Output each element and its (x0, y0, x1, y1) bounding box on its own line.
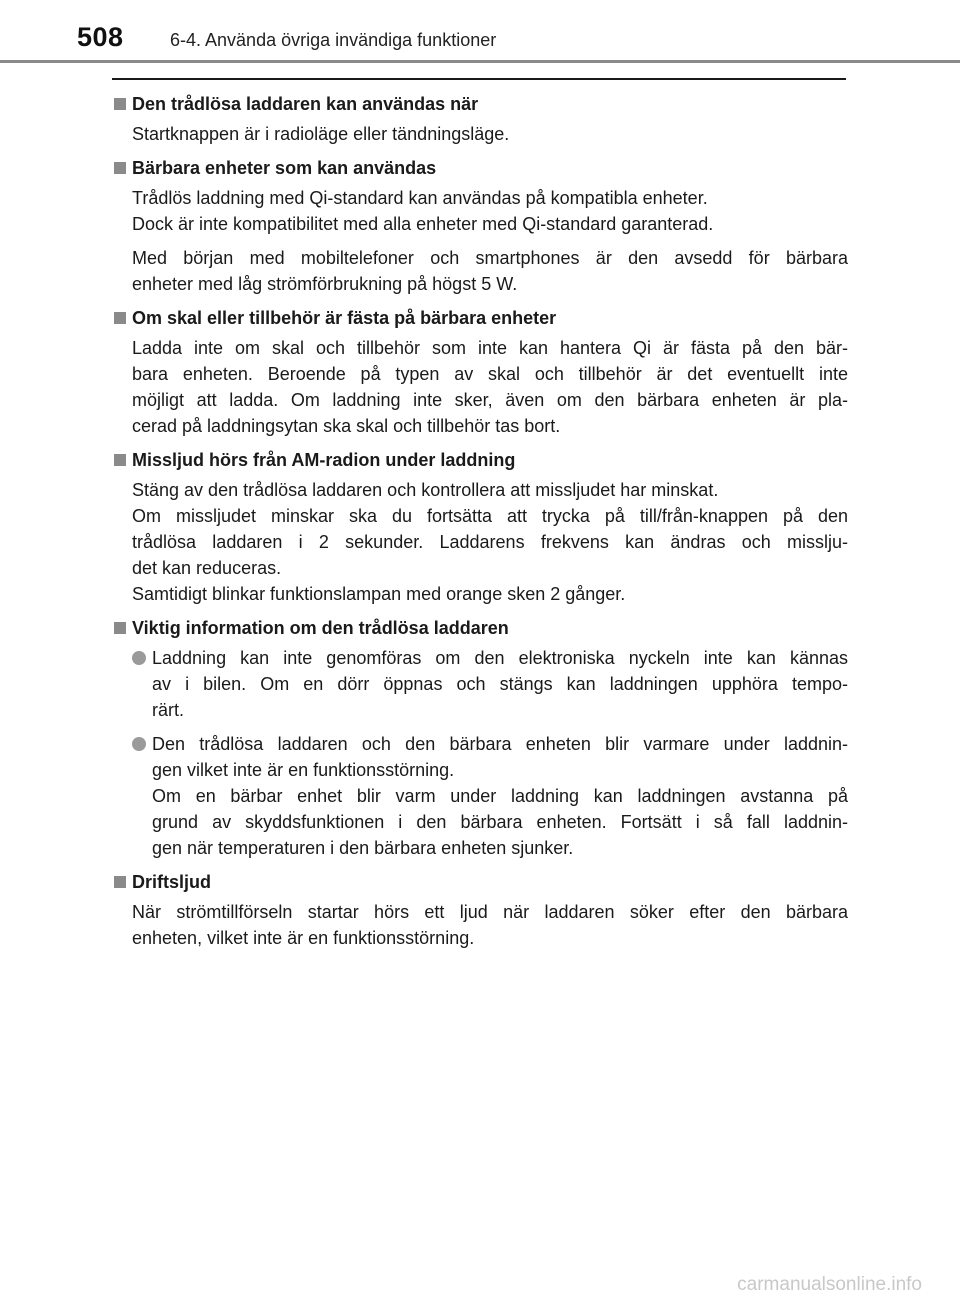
section-heading-text: Den trådlösa laddaren kan användas när (132, 94, 479, 114)
content-divider (112, 78, 846, 80)
square-bullet-icon (114, 876, 126, 888)
section-heading (112, 447, 848, 473)
section (112, 305, 848, 439)
text-line: trådlösa laddaren i 2 sekunder. Laddarens frekvens kan ändras och misslju- (132, 532, 848, 552)
text-line: gen när temperaturen i den bärbara enheten sjunker. (152, 838, 574, 858)
square-bullet-icon (114, 312, 126, 324)
text-line: Med början med mobiltelefoner och smartphones är den avsedd för bärbara (132, 248, 848, 268)
text-line: Trådlös laddning med Qi-standard kan användas på kompatibla enheter. (132, 188, 708, 208)
round-bullet-icon (132, 737, 146, 751)
section-heading-text: Driftsljud (132, 872, 211, 892)
section (112, 91, 848, 147)
section (112, 155, 848, 297)
section-heading (112, 91, 848, 117)
bullet-text (152, 645, 848, 723)
text-line: När strömtillförseln startar hörs ett ljud när laddaren söker efter den bärbara (132, 902, 848, 922)
section (112, 447, 848, 607)
paragraph (132, 121, 848, 147)
round-bullet-icon (132, 651, 146, 665)
section (112, 869, 848, 951)
text-line: gen vilket inte är en funktionsstörning. (152, 760, 455, 780)
paragraph (132, 899, 848, 951)
square-bullet-icon (114, 454, 126, 466)
text-line: Stäng av den trådlösa laddaren och kontrollera att missljudet har minskat. (132, 480, 719, 500)
text-line: cerad på laddningsytan ska skal och tillbehör tas bort. (132, 416, 561, 436)
text-line: Laddning kan inte genomföras om den elektroniska nyckeln inte kan kännas (152, 648, 848, 668)
page-content (112, 91, 848, 959)
paragraph (132, 335, 848, 439)
text-line: Om missljudet minskar ska du fortsätta att trycka på till/från-knappen på den (132, 506, 848, 526)
page-header (0, 0, 960, 66)
text-line: Dock är inte kompatibilitet med alla enheter med Qi-standard garanterad. (132, 214, 714, 234)
text-line: möjligt att ladda. Om laddning inte sker, även om den bärbara enheten är pla- (132, 390, 848, 410)
bullet-item (132, 645, 848, 723)
text-line: grund av skyddsfunktionen i den bärbara enheten. Fortsätt i så fall laddnin- (152, 812, 848, 832)
paragraph (132, 477, 848, 607)
text-line: rärt. (152, 700, 185, 720)
text-line: Samtidigt blinkar funktionslampan med orange sken 2 gånger. (132, 584, 626, 604)
chapter-title: 6-4. Använda övriga invändiga funktioner (170, 30, 497, 50)
text-line: enheter med låg strömförbrukning på högst 5 W. (132, 274, 518, 294)
section-heading (112, 615, 848, 641)
text-line: bara enheten. Beroende på typen av skal och tillbehör är det eventuellt inte (132, 364, 848, 384)
section-heading (112, 155, 848, 181)
text-line: enheten, vilket inte är en funktionsstörning. (132, 928, 475, 948)
text-line: Den trådlösa laddaren och den bärbara enheten blir varmare under laddnin- (152, 734, 848, 754)
section-heading (112, 869, 848, 895)
section-heading-text: Viktig information om den trådlösa laddaren (132, 618, 509, 638)
text-line: Startknappen är i radioläge eller tändningsläge. (132, 124, 510, 144)
square-bullet-icon (114, 622, 126, 634)
section-heading-text: Bärbara enheter som kan användas (132, 158, 437, 178)
paragraph (132, 245, 848, 297)
page-number: 508 (77, 22, 124, 52)
watermark: carmanualsonline.info (737, 1274, 922, 1295)
header-divider (0, 60, 960, 63)
bullet-text (152, 731, 848, 861)
square-bullet-icon (114, 98, 126, 110)
text-line: det kan reduceras. (132, 558, 282, 578)
section-heading-text: Missljud hörs från AM-radion under laddning (132, 450, 516, 470)
section (112, 615, 848, 861)
text-line: av i bilen. Om en dörr öppnas och stängs kan laddningen upphöra tempo- (152, 674, 848, 694)
square-bullet-icon (114, 162, 126, 174)
paragraph (132, 185, 848, 237)
section-heading (112, 305, 848, 331)
section-heading-text: Om skal eller tillbehör är fästa på bärbara enheter (132, 308, 557, 328)
text-line: Om en bärbar enhet blir varm under laddning kan laddningen avstanna på (152, 786, 848, 806)
bullet-item (132, 731, 848, 861)
text-line: Ladda inte om skal och tillbehör som inte kan hantera Qi är fästa på den bär- (132, 338, 848, 358)
